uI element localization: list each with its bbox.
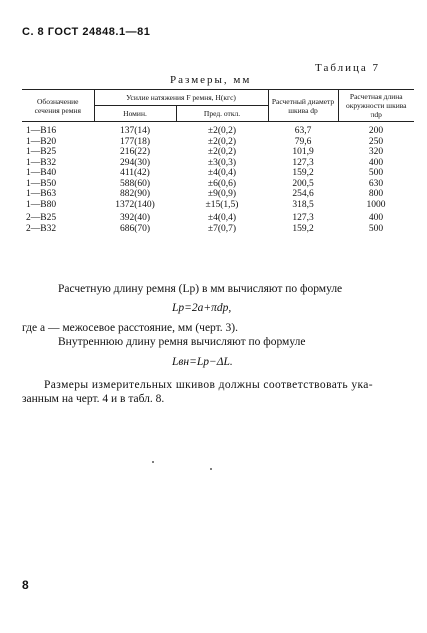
col-header-deviation: Пред. откл. <box>176 106 268 122</box>
cell-tension-deviation: ±2(0,2) <box>207 126 237 136</box>
table-row <box>22 137 414 148</box>
table-row <box>22 210 414 224</box>
formula-calculated-length: Lр=2a+πdр, <box>172 302 232 314</box>
paragraph-pulley-sizes-line2: занным на черт. 4 и в табл. 8. <box>22 393 165 405</box>
cell-designation: 1—B80 <box>26 199 57 210</box>
cell-designation: 2—B32 <box>26 223 57 234</box>
table-row <box>22 158 414 169</box>
cell-pulley-circumference: 500 <box>368 223 384 234</box>
page-number: 8 <box>22 578 29 592</box>
cell-pulley-circumference: 200 <box>368 126 384 136</box>
paragraph-inner-length-intro: Внутреннюю длину ремня вычисляют по формуле <box>58 336 306 348</box>
table-row <box>22 168 414 179</box>
cell-tension-nominal: 177(18) <box>119 136 151 147</box>
cell-designation: 1—B16 <box>26 126 57 136</box>
col-header-diameter: Расчетный диаметр шкива dp <box>268 90 338 122</box>
table-row <box>22 224 414 235</box>
cell-pulley-diameter: 63,7 <box>294 126 312 136</box>
cell-pulley-diameter: 318,5 <box>292 199 314 210</box>
formula-inner-length: Lвн=Lр−ΔL. <box>172 356 233 368</box>
col-header-designation: Обозначение сечения ремня <box>22 90 94 122</box>
cell-tension-nominal: 294(30) <box>119 157 151 168</box>
cell-designation: 1—B25 <box>26 147 57 157</box>
table-caption: Размеры, мм <box>170 74 252 86</box>
cell-tension-nominal: 882(90) <box>119 189 151 199</box>
cell-pulley-circumference: 1000 <box>366 199 386 210</box>
paragraph-pulley-sizes-line1: Размеры измерительных шкивов должны соответствовать ука- <box>44 379 374 391</box>
cell-pulley-circumference: 400 <box>368 157 384 168</box>
table-row <box>22 189 414 200</box>
table-row <box>22 147 414 158</box>
scan-speck <box>152 461 154 463</box>
cell-tension-deviation: ±4(0,4) <box>207 213 237 223</box>
cell-tension-nominal: 686(70) <box>119 223 151 234</box>
cell-tension-nominal: 216(22) <box>119 147 151 157</box>
table-row <box>22 122 414 137</box>
cell-designation: 1—B40 <box>26 168 57 178</box>
scan-speck <box>210 468 212 470</box>
page-header: С. 8 ГОСТ 24848.1—81 <box>22 26 151 38</box>
cell-tension-deviation: ±7(0,7) <box>207 223 237 234</box>
cell-pulley-diameter: 127,3 <box>292 213 314 223</box>
cell-pulley-circumference: 800 <box>368 189 384 199</box>
cell-tension-nominal: 1372(140) <box>115 199 155 210</box>
cell-tension-deviation: ±6(0,6) <box>207 178 237 189</box>
cell-tension-nominal: 411(42) <box>120 168 150 178</box>
cell-pulley-diameter: 101,9 <box>292 147 314 157</box>
cell-tension-nominal: 137(14) <box>119 126 151 136</box>
cell-tension-deviation: ±2(0,2) <box>207 136 237 147</box>
cell-tension-nominal: 392(40) <box>119 213 151 223</box>
cell-pulley-circumference: 400 <box>368 213 384 223</box>
paragraph-length-formula-intro: Расчетную длину ремня (Lр) в мм вычисляют по формуле <box>58 283 343 295</box>
cell-tension-deviation: ±3(0,3) <box>207 157 237 168</box>
cell-designation: 1—B20 <box>26 136 57 147</box>
cell-pulley-circumference: 320 <box>368 147 384 157</box>
cell-pulley-circumference: 500 <box>368 168 384 178</box>
col-header-length: Расчетная длина окружности шкива πdp <box>338 90 414 122</box>
cell-tension-deviation: ±15(1,5) <box>205 199 239 210</box>
belt-dimensions-table <box>22 89 414 234</box>
paragraph-axis-distance: где a — межосевое расстояние, мм (черт. 3). <box>22 322 239 334</box>
cell-designation: 2—B25 <box>26 213 57 223</box>
cell-pulley-circumference: 250 <box>368 136 384 147</box>
cell-tension-nominal: 588(60) <box>119 178 151 189</box>
cell-tension-deviation: ±2(0,2) <box>207 147 237 157</box>
cell-pulley-diameter: 127,3 <box>292 157 314 168</box>
cell-pulley-diameter: 159,2 <box>292 168 314 178</box>
cell-designation: 1—B32 <box>26 157 57 168</box>
col-header-tension: Усилие натяжения F ремня, Н(кгс) <box>94 90 268 106</box>
cell-designation: 1—B50 <box>26 178 57 189</box>
cell-pulley-diameter: 200,5 <box>292 178 314 189</box>
cell-tension-deviation: ±9(0,9) <box>207 189 237 199</box>
cell-tension-deviation: ±4(0,4) <box>207 168 237 178</box>
table-label: Таблица 7 <box>315 62 381 74</box>
cell-pulley-diameter: 159,2 <box>292 223 314 234</box>
cell-designation: 1—B63 <box>26 189 57 199</box>
cell-pulley-circumference: 630 <box>368 178 384 189</box>
col-header-nominal: Номин. <box>94 106 176 122</box>
cell-pulley-diameter: 254,6 <box>292 189 314 199</box>
table-row <box>22 179 414 190</box>
cell-pulley-diameter: 79,6 <box>294 136 312 147</box>
table-row <box>22 200 414 211</box>
